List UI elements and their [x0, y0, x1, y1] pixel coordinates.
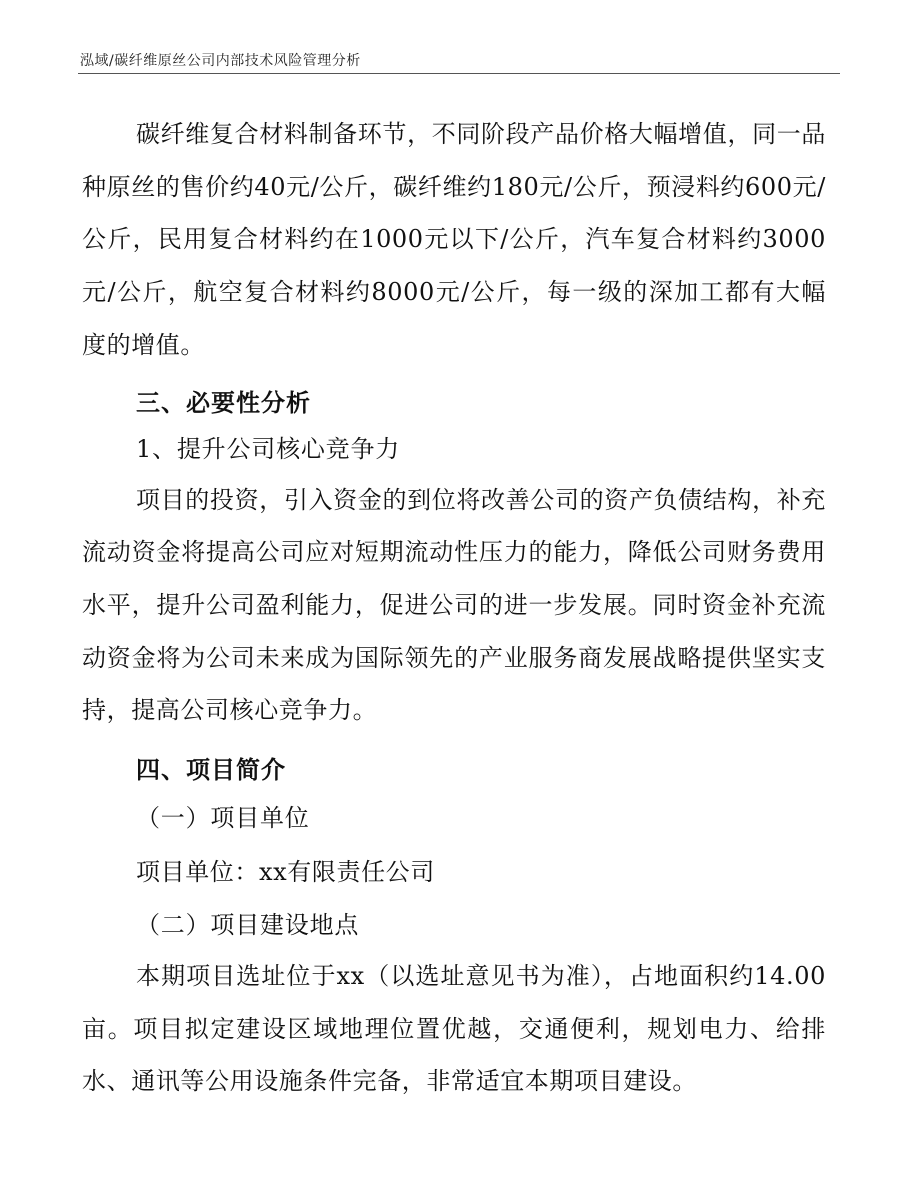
- paragraph-investment: 项目的投资，引入资金的到位将改善公司的资产负债结构，补充流动资金将提高公司应对短期流动性压力的能力，降低公司财务费用水平，提升公司盈利能力，促进公司的进一步发展。同时资金补充流动资金将为公司未来成为国际领先的产业服务商发展战略提供坚实支持，提高公司核心竞争力。: [82, 485, 826, 725]
- project-unit-line: 项目单位：xx有限责任公司: [136, 858, 435, 887]
- paragraph-price-chain: 碳纤维复合材料制备环节，不同阶段产品价格大幅增值，同一品种原丝的售价约40元/公斤，碳纤维约180元/公斤，预浸料约600元/公斤，民用复合材料约在1000元以下/公斤，汽车复合材料约3000元/公斤，航空复合材料约8000元/公斤，每一级的深加工都有大幅度的增值。: [82, 120, 826, 359]
- section-heading-project-intro: 四、项目简介: [136, 756, 286, 785]
- paragraph-location: 本期项目选址位于xx（以选址意见书为准），占地面积约14.00亩。项目拟定建设区域地理位置优越，交通便利，规划电力、给排水、通讯等公用设施条件完备，非常适宜本期项目建设。: [82, 962, 826, 1096]
- document-body: [82, 108, 826, 1108]
- header-divider: [78, 73, 840, 74]
- running-header: 泓域/碳纤维原丝公司内部技术风险管理分析: [80, 53, 361, 69]
- subheading-project-unit: （一）项目单位: [136, 804, 310, 833]
- section-heading-necessity: 三、必要性分析: [136, 388, 311, 417]
- subheading-project-location: （二）项目建设地点: [136, 911, 360, 940]
- subheading-core-competitiveness: 1、提升公司核心竞争力: [136, 434, 401, 463]
